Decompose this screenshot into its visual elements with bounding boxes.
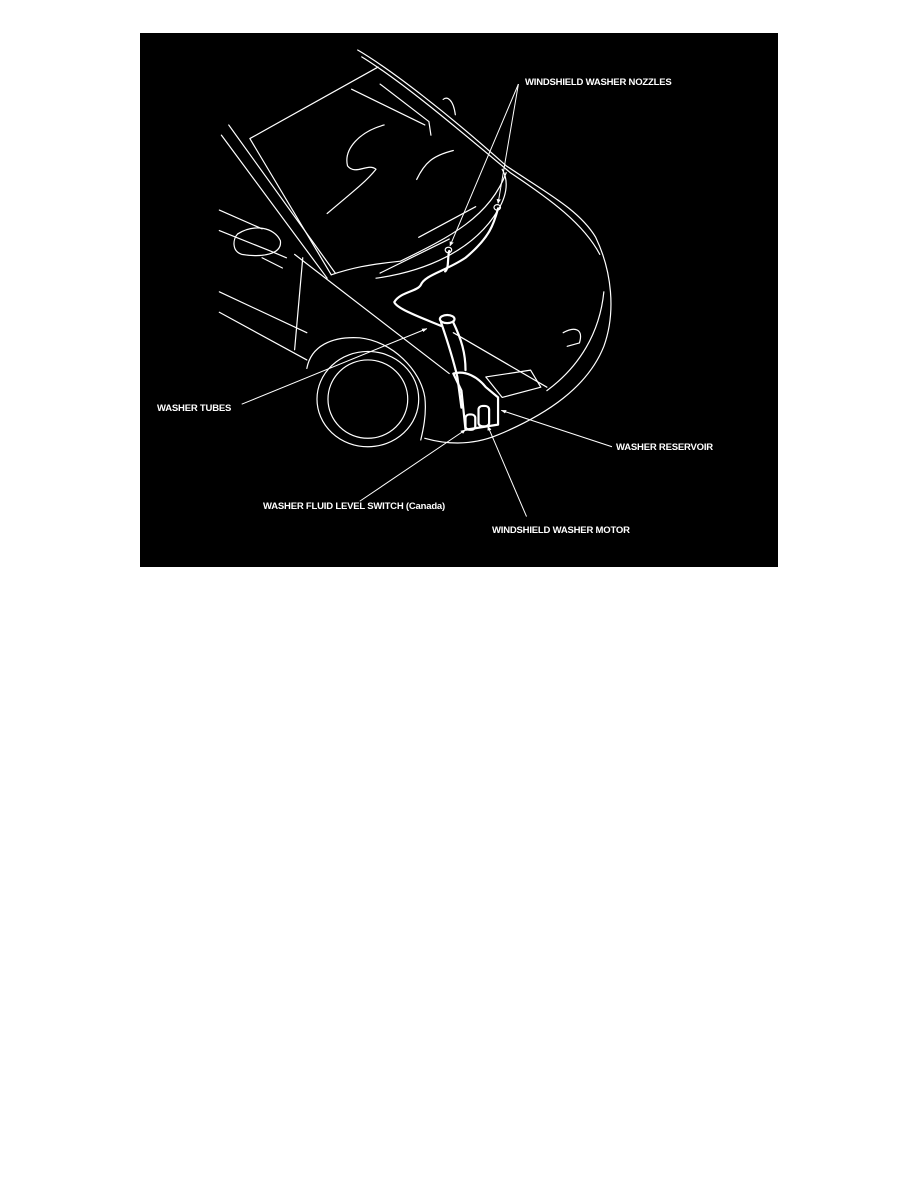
washer-system-diagram [140,33,778,567]
car-body [219,50,611,447]
label-washer-tubes: WASHER TUBES [157,403,232,414]
label-washer-reservoir: WASHER RESERVOIR [616,442,713,453]
label-washer-motor: WINDSHIELD WASHER MOTOR [492,525,630,536]
label-fluid-level-switch: WASHER FLUID LEVEL SWITCH (Canada) [263,501,445,512]
washer-components [394,205,500,430]
label-washer-nozzles: WINDSHIELD WASHER NOZZLES [525,77,672,88]
car-line-drawing [140,33,778,567]
leader-lines [242,84,612,517]
